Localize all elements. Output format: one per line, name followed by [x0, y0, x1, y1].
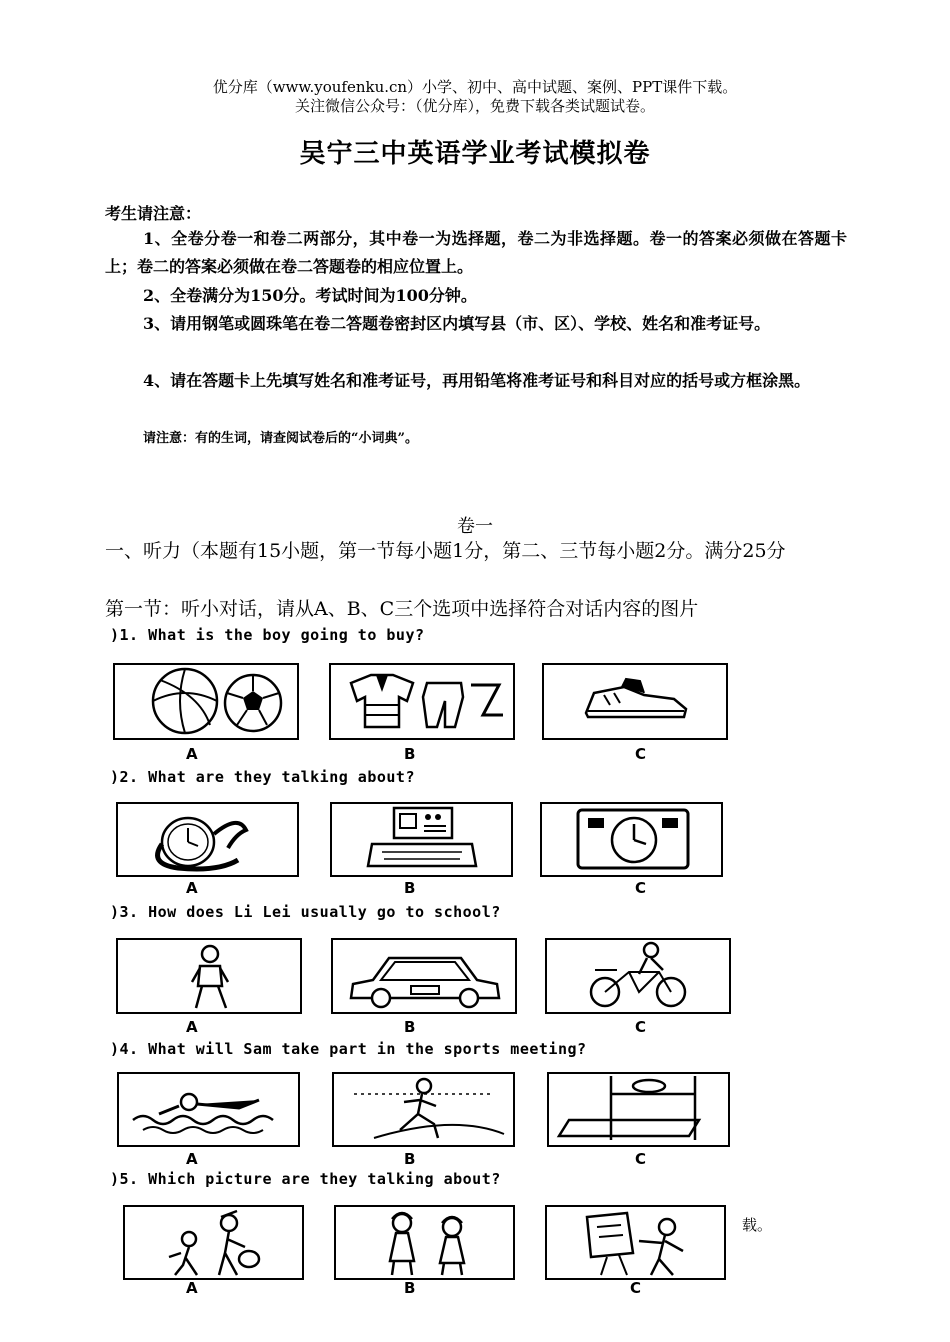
- header-line-2: 关注微信公众号：（优分库），免费下载各类试题试卷。: [294, 97, 655, 115]
- q4-label-b: B: [404, 1150, 416, 1168]
- q5-label-b: B: [404, 1279, 416, 1297]
- q2-option-b-picture: [330, 802, 513, 877]
- q1-option-a-picture: [113, 663, 299, 740]
- clock-icon: [542, 804, 721, 875]
- q1-label-b: B: [404, 745, 416, 763]
- q3-label-c: C: [635, 1018, 647, 1036]
- volume-label: 卷一: [457, 516, 493, 537]
- q4-label-c: C: [635, 1150, 647, 1168]
- q4-label-a: A: [186, 1150, 198, 1168]
- q3-option-b-picture: [331, 938, 517, 1014]
- q3-label-b: B: [404, 1018, 416, 1036]
- balls-icon: [115, 665, 297, 738]
- q2-label-a: A: [186, 879, 198, 897]
- q2-option-a-picture: [116, 802, 299, 877]
- q3-option-a-picture: [116, 938, 302, 1014]
- q5-label-a: A: [186, 1279, 198, 1297]
- q1-label-a: A: [186, 745, 198, 763]
- q1-label-c: C: [635, 745, 647, 763]
- painting-icon: [547, 1207, 724, 1278]
- walking-boy-icon: [118, 940, 300, 1012]
- q1-option-c-picture: [542, 663, 728, 740]
- q5-option-b-picture: [334, 1205, 515, 1280]
- question-5: )5. Which picture are they talking about?: [110, 1170, 501, 1188]
- q4-option-c-picture: [547, 1072, 730, 1147]
- listening-section-title: 一、听力（本题有15小题，第一节每小题1分，第二、三节每小题2分。满分25分: [105, 540, 786, 562]
- two-girls-icon: [336, 1207, 513, 1278]
- running-icon: [334, 1074, 513, 1145]
- watch-icon: [118, 804, 297, 875]
- q5-label-c: C: [630, 1279, 642, 1297]
- page-title: 吴宁三中英语学业考试模拟卷: [299, 139, 651, 169]
- question-2: )2. What are they talking about?: [110, 768, 415, 786]
- computer-icon: [332, 804, 511, 875]
- notice-item-3: 3、请用钢笔或圆珠笔在卷二答题卷密封区内填写县（市、区）、学校、姓名和准考证号。: [143, 314, 771, 333]
- notice-item-2: 2、全卷满分为150分。考试时间为100分钟。: [143, 286, 477, 305]
- q4-option-b-picture: [332, 1072, 515, 1147]
- dictionary-note: 请注意：有的生词，请查阅试卷后的“小词典”。: [143, 431, 418, 446]
- question-1: )1. What is the boy going to buy?: [110, 626, 425, 644]
- q2-label-c: C: [635, 879, 647, 897]
- part-one-instruction: 第一节：听小对话，请从A、B、C三个选项中选择符合对话内容的图片: [105, 598, 699, 620]
- q2-label-b: B: [404, 879, 416, 897]
- stray-text: 载。: [742, 1216, 773, 1234]
- shoe-icon: [544, 665, 726, 738]
- header-line-1: 优分库（www.youfenku.cn）小学、初中、高中试题、案例、PPT课件下载。: [212, 78, 738, 96]
- q2-option-c-picture: [540, 802, 723, 877]
- people-outing-icon: [125, 1207, 302, 1278]
- question-4: )4. What will Sam take part in the sports meeting?: [110, 1040, 587, 1058]
- notice-heading: 考生请注意：: [105, 204, 202, 223]
- car-icon: [333, 940, 515, 1012]
- q1-option-b-picture: [329, 663, 515, 740]
- high-jump-icon: [549, 1074, 728, 1145]
- notice-item-1: 1、全卷分卷一和卷二两部分，其中卷一为选择题，卷二为非选择题。卷一的答案必须做在答题卡上；卷二的答案必须做在卷二答题卷的相应位置上。: [105, 229, 847, 276]
- q4-option-a-picture: [117, 1072, 300, 1147]
- bicycle-icon: [547, 940, 729, 1012]
- q5-option-c-picture: [545, 1205, 726, 1280]
- swimming-icon: [119, 1074, 298, 1145]
- q3-label-a: A: [186, 1018, 198, 1036]
- notice-item-4: 4、请在答题卡上先填写姓名和准考证号，再用铅笔将准考证号和科目对应的括号或方框涂黑。: [143, 371, 811, 390]
- q5-option-a-picture: [123, 1205, 304, 1280]
- question-3: )3. How does Li Lei usually go to school?: [110, 903, 501, 921]
- clothes-icon: [331, 665, 513, 738]
- q3-option-c-picture: [545, 938, 731, 1014]
